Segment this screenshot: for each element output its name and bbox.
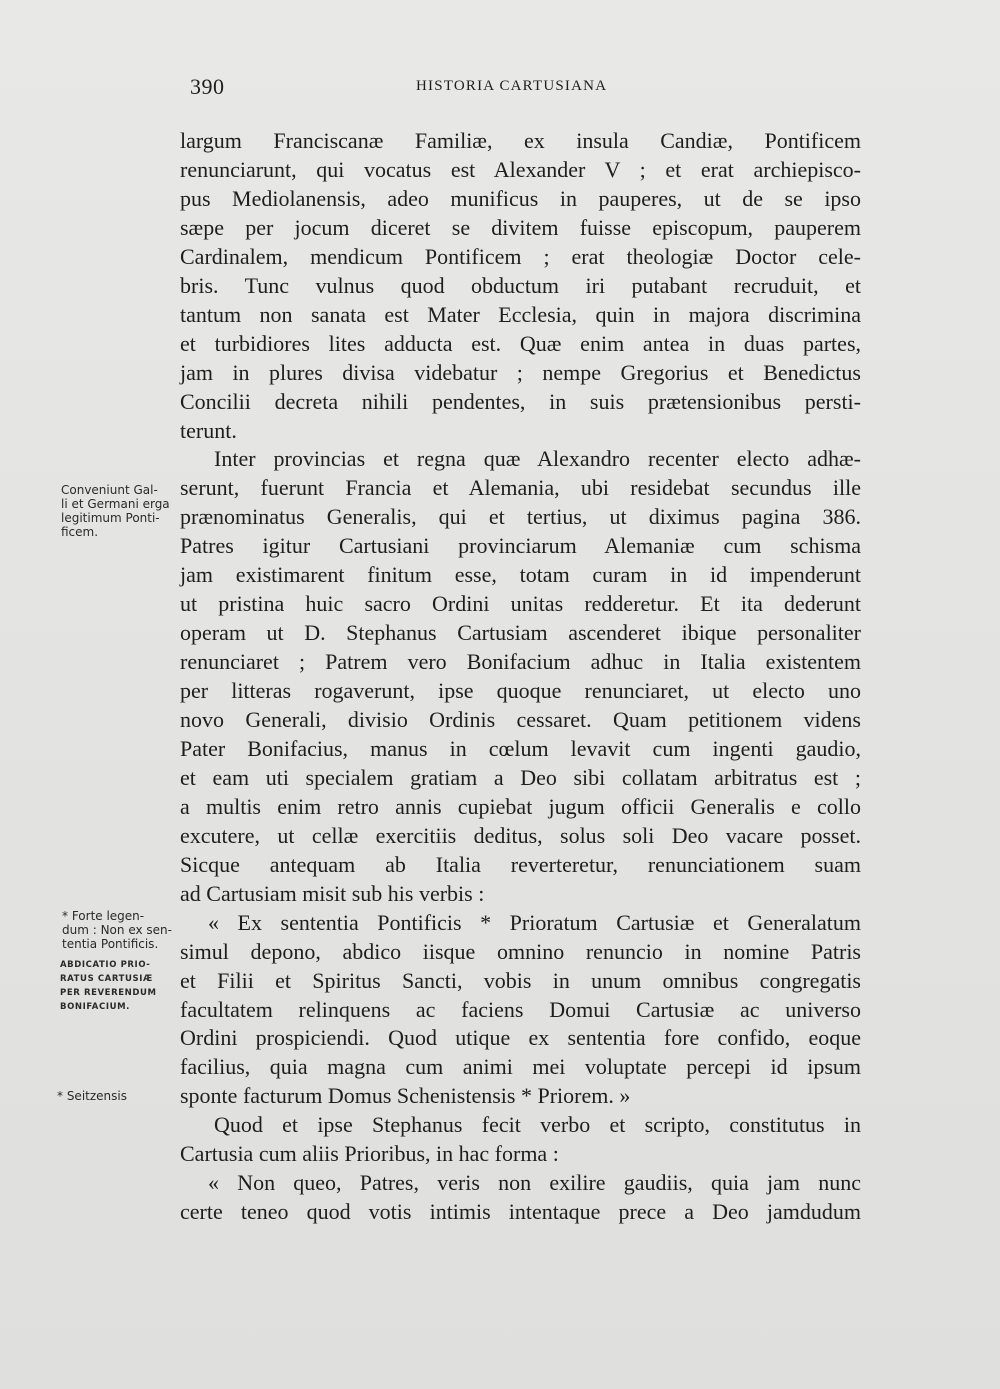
margin-note-line: ABDICATIO PRIO- (60, 960, 151, 970)
body-text-line: et eam uti specialem gratiam a Deo sibi collatam arbitratus est ; (180, 764, 861, 790)
body-text-line: a multis enim retro annis cupiebat jugum officii Generalis e collo (180, 793, 861, 819)
body-text-line: pus Mediolanensis, adeo munificus in pauperes, ut de se ipso (180, 185, 861, 211)
margin-note-line: Conveniunt Gal- (61, 483, 158, 497)
body-text-line: sæpe per jocum diceret se divitem fuisse episcopum, pauperem (180, 214, 861, 240)
body-text-line: bris. Tunc vulnus quod obductum iri putabant recruduit, et (180, 272, 861, 298)
body-text-line: Pater Bonifacius, manus in cœlum levavit cum ingenti gaudio, (180, 735, 861, 761)
body-text-line: largum Franciscanæ Familiæ, ex insula Candiæ, Pontificem (180, 128, 861, 153)
body-text-line: « Non queo, Patres, veris non exilire gaudiis, quia jam nunc (208, 1170, 861, 1196)
body-text-line: Concilii decreta nihili pendentes, in suis prætensionibus persti- (180, 388, 861, 414)
body-text-line: ut pristina huic sacro Ordini unitas redderetur. Et ita dederunt (180, 591, 861, 617)
body-text-line: Cartusia cum aliis Prioribus, in hac forma : (180, 1141, 559, 1167)
margin-note-line: PER REVERENDUM (60, 988, 157, 998)
body-text-line: per litteras rogaverunt, ipse quoque renunciaret, ut electo uno (180, 678, 861, 704)
body-text-line: et Filii et Spiritus Sancti, vobis in unum omnibus congregatis (180, 967, 861, 993)
margin-note-line: RATUS CARTUSIÆ (60, 974, 153, 984)
margin-note-line: * Seitzensis (57, 1089, 127, 1103)
margin-note-line: ficem. (61, 525, 99, 539)
margin-note-line: li et Germani erga (61, 497, 170, 511)
body-text-line: novo Generali, divisio Ordinis cessaret. Quam petitionem videns (180, 707, 861, 732)
margin-note-line: BONIFACIUM. (60, 1002, 130, 1012)
running-head: HISTORIA CARTUSIANA (416, 78, 608, 94)
body-text-line: tantum non sanata est Mater Ecclesia, quin in majora discrimina (180, 301, 861, 327)
body-text-line: facilius, quia magna cum animi mei voluptate percepi id ipsum (180, 1054, 861, 1080)
body-text-line: jam existimarent finitum esse, totam curam in id impenderunt (180, 562, 861, 588)
body-text-line: simul depono, abdico iisque omnino renuncio in nomine Patris (180, 938, 861, 964)
body-text-line: Patres igitur Cartusiani provinciarum Alemaniæ cum schisma (180, 533, 861, 559)
body-text-line: « Ex sententia Pontificis * Prioratum Cartusiæ et Generalatum (208, 909, 861, 935)
body-text-line: Inter provincias et regna quæ Alexandro recenter electo adhæ- (214, 446, 861, 472)
body-text-line: operam ut D. Stephanus Cartusiam ascenderet ibique personaliter (180, 620, 861, 646)
body-text-line: facultatem relinquens ac faciens Domui Cartusiæ ac universo (180, 996, 861, 1022)
margin-note-line: legitimum Ponti- (61, 511, 160, 525)
body-text-line: Sicque antequam ab Italia reverteretur, renunciationem suam (180, 851, 861, 877)
body-text-line: prænominatus Generalis, qui et tertius, ut diximus pagina 386. (180, 504, 861, 530)
body-text-line: serunt, fuerunt Francia et Alemania, ubi residebat secundus ille (180, 475, 861, 501)
margin-note-line: * Forte legen- (62, 909, 145, 923)
margin-note-line: dum : Non ex sen- (62, 923, 172, 937)
body-text-line: terunt. (180, 417, 237, 443)
body-text-line: et turbidiores lites adducta est. Quæ enim antea in duas partes, (180, 330, 861, 356)
body-text-line: Cardinalem, mendicum Pontificem ; erat theologiæ Doctor cele- (180, 243, 861, 269)
body-text-line: jam in plures divisa videbatur ; nempe Gregorius et Benedictus (180, 359, 861, 385)
body-text-line: renunciaret ; Patrem vero Bonifacium adhuc in Italia existentem (180, 649, 861, 675)
page-number: 390 (190, 74, 225, 99)
body-text-line: Quod et ipse Stephanus fecit verbo et scripto, constitutus in (214, 1112, 861, 1138)
body-text-line: certe teneo quod votis intimis intentaque prece a Deo jamdudum (180, 1199, 861, 1225)
body-text-line: sponte facturum Domus Schenistensis * Priorem. » (180, 1083, 631, 1109)
body-text-line: Ordini prospiciendi. Quod utique ex sententia fore confido, eoque (180, 1025, 861, 1051)
margin-note-line: tentia Pontificis. (62, 937, 159, 951)
body-text-line: ad Cartusiam misit sub his verbis : (180, 880, 485, 906)
body-text-line: renunciarunt, qui vocatus est Alexander V ; et erat archiepisco- (180, 156, 861, 182)
body-text-line: excutere, ut cellæ exercitiis deditus, solus soli Deo vacare posset. (180, 822, 861, 848)
